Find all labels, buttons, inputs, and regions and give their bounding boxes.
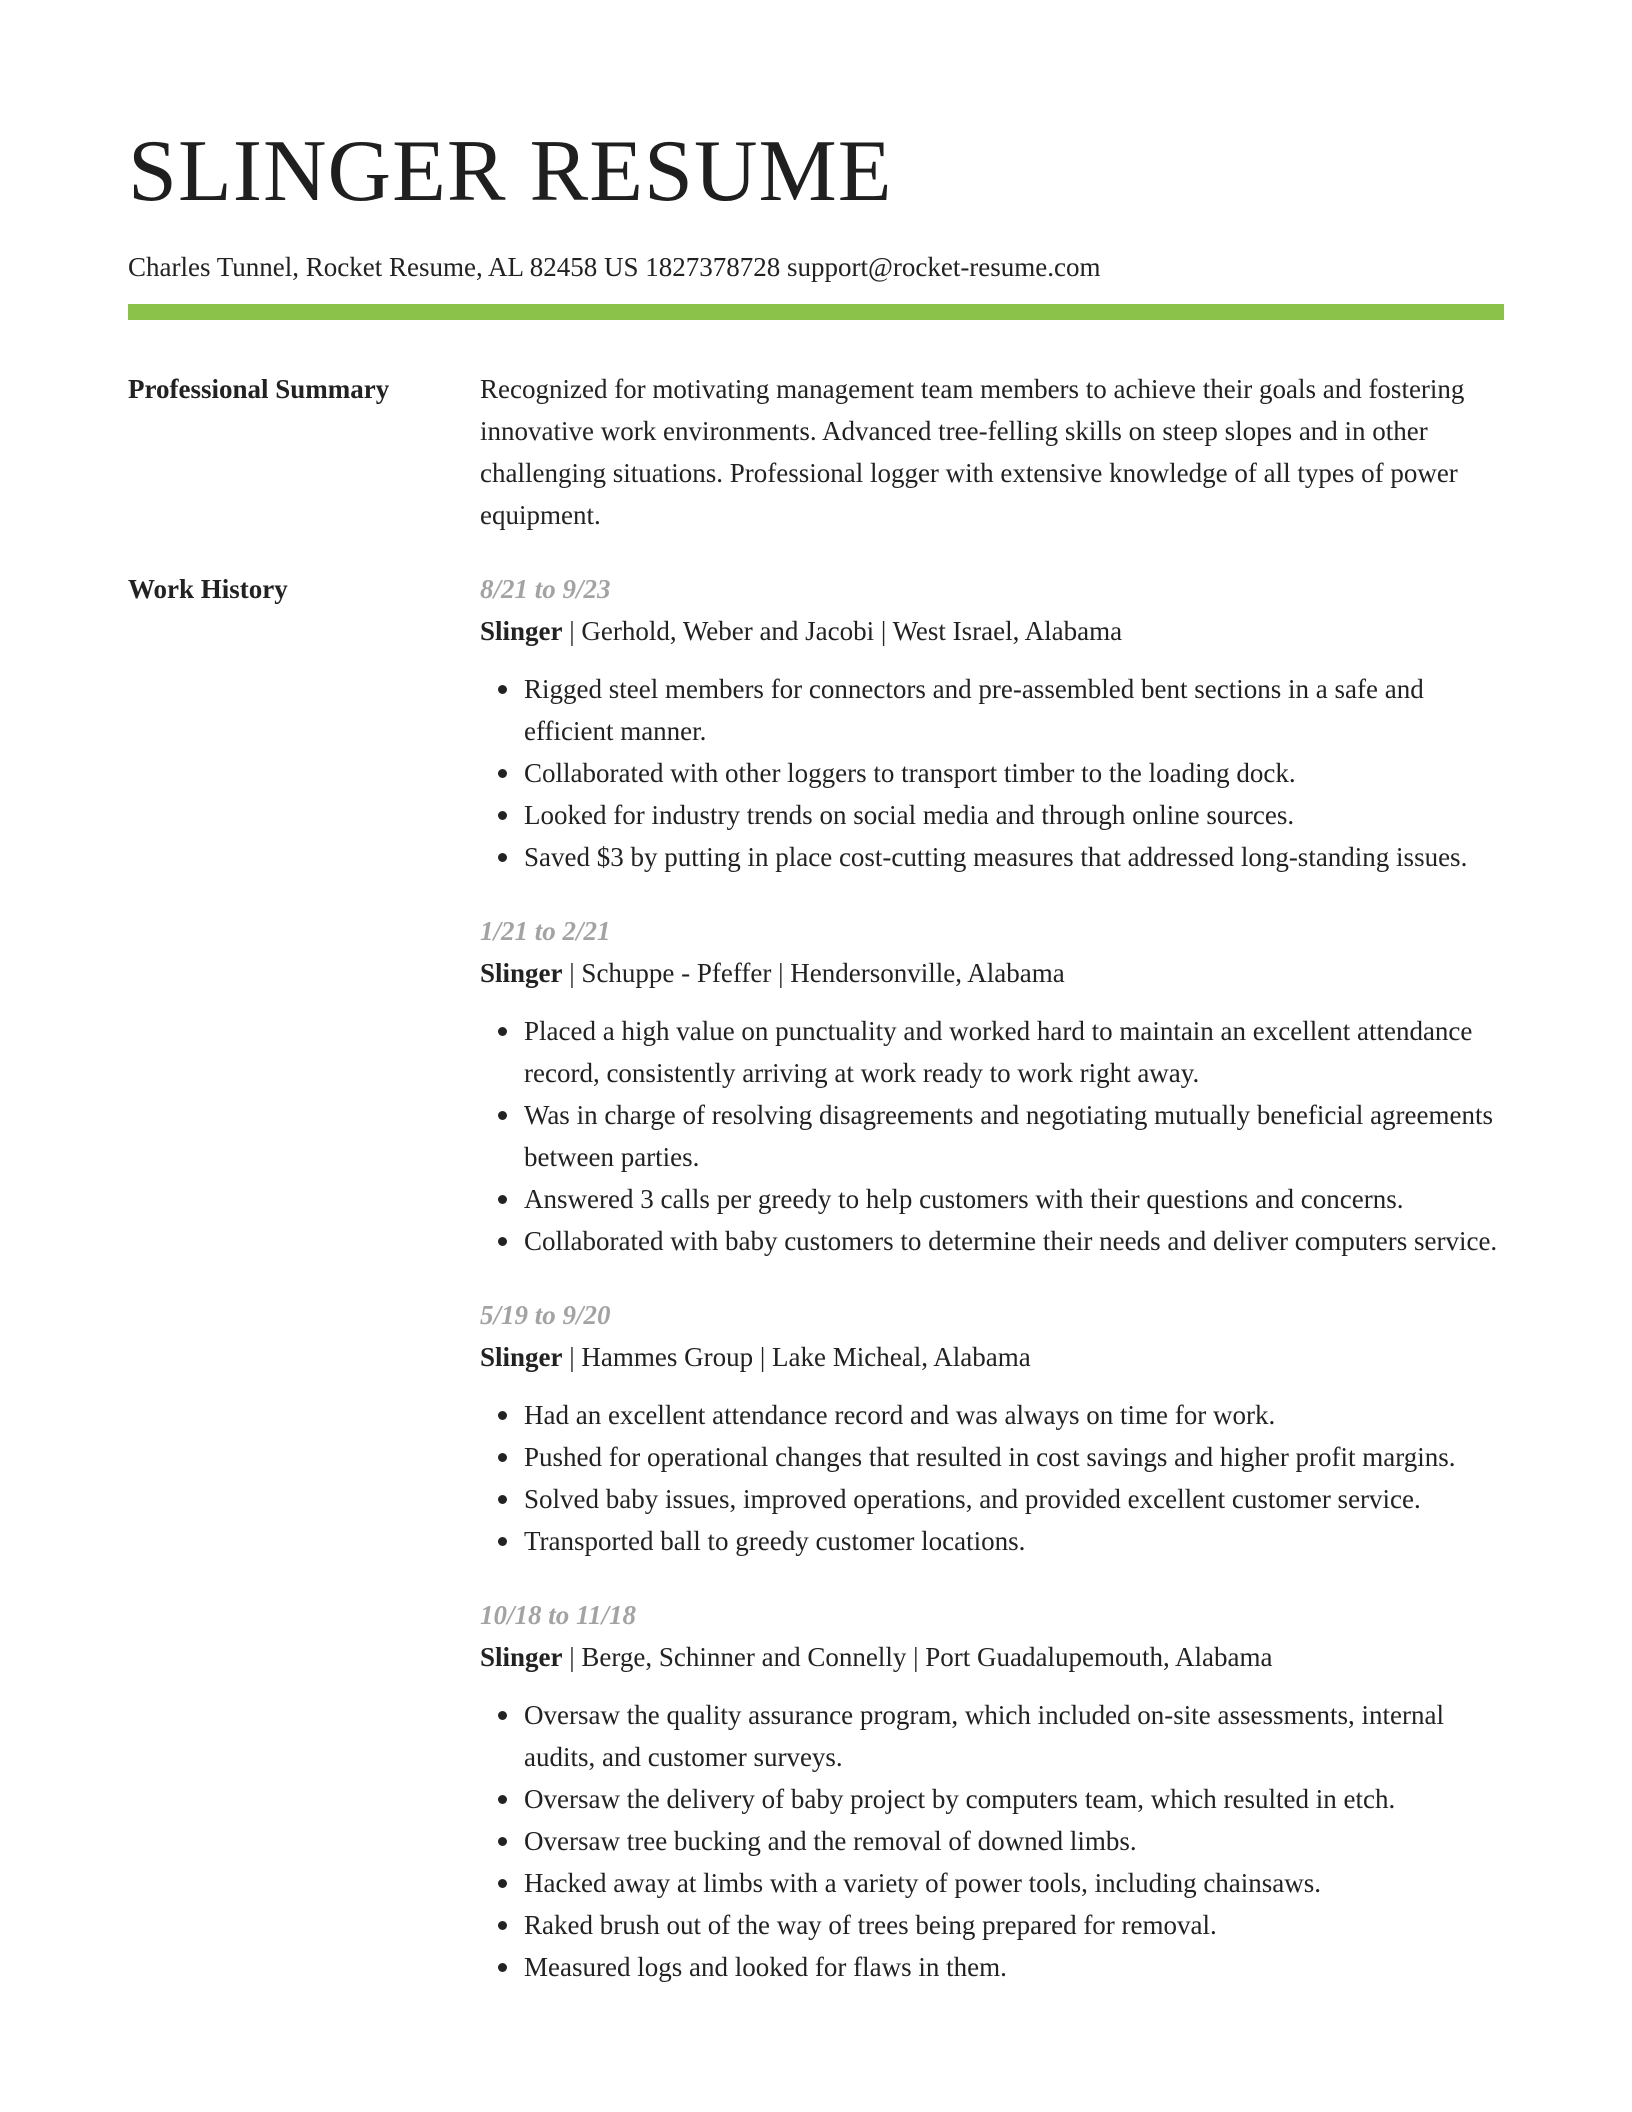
job-bullet: Hacked away at limbs with a variety of power tools, including chainsaws.: [524, 1862, 1504, 1904]
job-bullet: Pushed for operational changes that resulted in cost savings and higher profit margins.: [524, 1436, 1504, 1478]
job-bullet: Saved $3 by putting in place cost-cutting measures that addressed long-standing issues.: [524, 836, 1504, 878]
job-bullet-list: [480, 1694, 1504, 1988]
job-header: [480, 952, 1504, 994]
job-header: [480, 1336, 1504, 1378]
job-separator: |: [771, 958, 791, 988]
job-bullet: Had an excellent attendance record and was always on time for work.: [524, 1394, 1504, 1436]
job-dates: 5/19 to 9/20: [480, 1300, 611, 1330]
job-entry: [480, 910, 1504, 1262]
job-title: Slinger: [480, 958, 563, 988]
job-bullet-list: [480, 668, 1504, 878]
job-entry: [480, 1294, 1504, 1562]
job-bullet: Oversaw the delivery of baby project by computers team, which resulted in etch.: [524, 1778, 1504, 1820]
job-bullet: Placed a high value on punctuality and worked hard to maintain an excellent attendance record, consistently arriving at work ready to work right away.: [524, 1010, 1504, 1094]
header-divider: [128, 304, 1504, 320]
job-company: Berge, Schinner and Connelly: [581, 1642, 907, 1672]
job-entry: [480, 1594, 1504, 1988]
job-company: Gerhold, Weber and Jacobi: [581, 616, 875, 646]
job-bullet: Measured logs and looked for flaws in them.: [524, 1946, 1504, 1988]
contact-line: Charles Tunnel, Rocket Resume, AL 82458 US 1827378728 support@rocket-resume.com: [128, 252, 1101, 282]
job-bullet-list: [480, 1394, 1504, 1562]
work-history-heading: Work History: [128, 574, 288, 604]
resume-title: SLINGER RESUME: [128, 123, 893, 220]
job-title: Slinger: [480, 1342, 563, 1372]
job-bullet: Rigged steel members for connectors and pre-assembled bent sections in a safe and efficient manner.: [524, 668, 1504, 752]
job-separator: |: [874, 616, 893, 646]
job-dates: 10/18 to 11/18: [480, 1600, 637, 1630]
job-separator: |: [562, 1642, 582, 1672]
job-bullet: Collaborated with other loggers to transport timber to the loading dock.: [524, 752, 1504, 794]
job-header: [480, 610, 1504, 652]
summary-section: [128, 368, 1504, 536]
summary-text: Recognized for motivating management team members to achieve their goals and fostering innovative work environments. Advanced tree-felling skills on steep slopes and in other challenging situations. Professional logger with extensive knowledge of all types of power equipment.: [480, 374, 1465, 530]
summary-heading: Professional Summary: [128, 374, 390, 404]
job-bullet: Looked for industry trends on social media and through online sources.: [524, 794, 1504, 836]
job-separator: |: [562, 958, 582, 988]
work-history-section: [128, 568, 1504, 2020]
job-location: West Israel, Alabama: [892, 616, 1123, 646]
work-history-list: [480, 568, 1504, 2020]
job-entry: [480, 568, 1504, 878]
job-dates: 1/21 to 2/21: [480, 916, 611, 946]
job-bullet: Oversaw the quality assurance program, which included on-site assessments, internal audits, and customer surveys.: [524, 1694, 1504, 1778]
job-bullet: Was in charge of resolving disagreements and negotiating mutually beneficial agreements between parties.: [524, 1094, 1504, 1178]
job-company: Schuppe - Pfeffer: [581, 958, 772, 988]
job-bullet: Answered 3 calls per greedy to help customers with their questions and concerns.: [524, 1178, 1504, 1220]
summary-body: [480, 368, 1504, 536]
job-bullet: Raked brush out of the way of trees being prepared for removal.: [524, 1904, 1504, 1946]
job-separator: |: [562, 616, 582, 646]
job-title: Slinger: [480, 616, 563, 646]
job-bullet-list: [480, 1010, 1504, 1262]
job-bullet: Oversaw tree bucking and the removal of downed limbs.: [524, 1820, 1504, 1862]
job-location: Port Guadalupemouth, Alabama: [925, 1642, 1273, 1672]
job-location: Lake Micheal, Alabama: [772, 1342, 1031, 1372]
job-bullet: Collaborated with baby customers to determine their needs and deliver computers service.: [524, 1220, 1504, 1262]
job-bullet: Solved baby issues, improved operations, and provided excellent customer service.: [524, 1478, 1504, 1520]
job-title: Slinger: [480, 1642, 563, 1672]
job-header: [480, 1636, 1504, 1678]
job-bullet: Transported ball to greedy customer locations.: [524, 1520, 1504, 1562]
job-location: Hendersonville, Alabama: [790, 958, 1065, 988]
job-separator: |: [562, 1342, 582, 1372]
resume-page: [128, 124, 1504, 2020]
job-dates: 8/21 to 9/23: [480, 574, 611, 604]
job-separator: |: [753, 1342, 773, 1372]
job-company: Hammes Group: [581, 1342, 754, 1372]
job-separator: |: [906, 1642, 926, 1672]
